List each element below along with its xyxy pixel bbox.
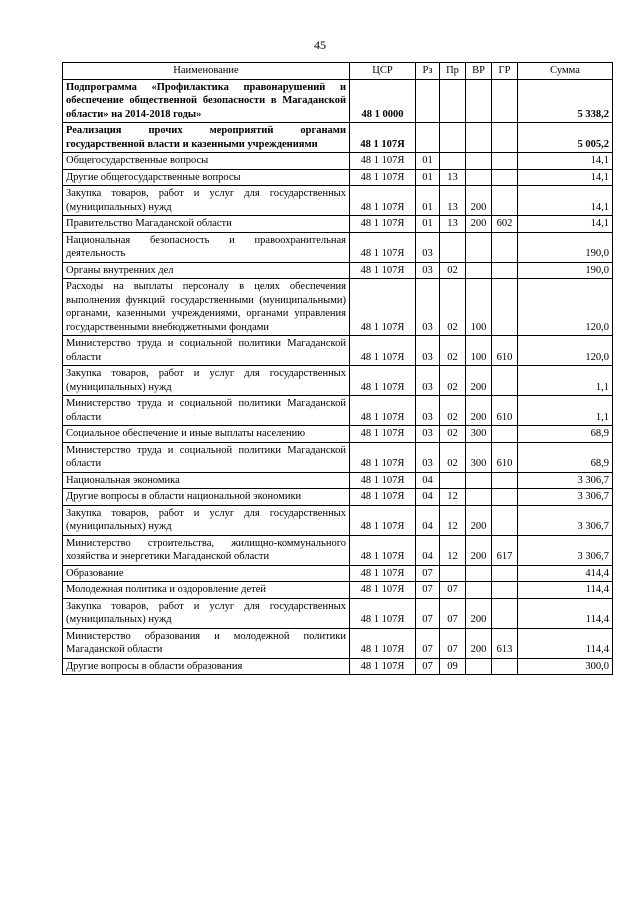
cell-csr: 48 1 107Я [350, 628, 416, 658]
table-row [63, 336, 613, 366]
cell-rz: 07 [416, 658, 440, 675]
table-row [63, 582, 613, 599]
header-row [63, 63, 613, 80]
cell-csr: 48 1 107Я [350, 582, 416, 599]
cell-csr: 48 1 107Я [350, 658, 416, 675]
cell-rz: 07 [416, 565, 440, 582]
cell-pr: 07 [440, 628, 466, 658]
cell-vr [466, 489, 492, 506]
cell-rz [416, 123, 440, 153]
cell-rz: 03 [416, 232, 440, 262]
cell-name: Министерство строительства, жилищно-коммунального хозяйства и энергетики Магаданской области [63, 535, 350, 565]
cell-gr [492, 366, 518, 396]
table-row [63, 79, 613, 123]
cell-name: Закупка товаров, работ и услуг для государственных (муниципальных) нужд [63, 505, 350, 535]
cell-csr: 48 1 107Я [350, 396, 416, 426]
cell-name: Другие вопросы в области образования [63, 658, 350, 675]
cell-gr [492, 262, 518, 279]
cell-rz: 03 [416, 426, 440, 443]
cell-gr [492, 232, 518, 262]
cell-csr: 48 1 107Я [350, 186, 416, 216]
cell-vr: 200 [466, 535, 492, 565]
cell-sum: 14,1 [518, 186, 613, 216]
cell-csr: 48 1 107Я [350, 535, 416, 565]
cell-sum: 14,1 [518, 153, 613, 170]
cell-pr: 09 [440, 658, 466, 675]
table-row [63, 279, 613, 336]
cell-vr: 300 [466, 426, 492, 443]
table-row [63, 426, 613, 443]
cell-gr: 602 [492, 216, 518, 233]
cell-sum: 14,1 [518, 216, 613, 233]
cell-vr: 100 [466, 279, 492, 336]
cell-name: Закупка товаров, работ и услуг для государственных (муниципальных) нужд [63, 366, 350, 396]
cell-name: Закупка товаров, работ и услуг для государственных (муниципальных) нужд [63, 186, 350, 216]
page-number: 45 [314, 38, 326, 52]
table-row [63, 366, 613, 396]
cell-sum: 114,4 [518, 628, 613, 658]
cell-name: Министерство труда и социальной политики Магаданской области [63, 442, 350, 472]
cell-pr [440, 79, 466, 123]
cell-pr: 12 [440, 535, 466, 565]
cell-vr: 300 [466, 442, 492, 472]
cell-gr [492, 489, 518, 506]
cell-sum: 68,9 [518, 426, 613, 443]
cell-rz: 01 [416, 216, 440, 233]
cell-csr: 48 1 107Я [350, 336, 416, 366]
cell-name: Другие общегосударственные вопросы [63, 169, 350, 186]
cell-pr: 13 [440, 169, 466, 186]
cell-sum: 1,1 [518, 396, 613, 426]
cell-gr [492, 598, 518, 628]
cell-rz: 03 [416, 279, 440, 336]
cell-name: Министерство образования и молодежной политики Магаданской области [63, 628, 350, 658]
cell-vr [466, 565, 492, 582]
cell-rz: 01 [416, 186, 440, 216]
cell-vr [466, 658, 492, 675]
table-row [63, 505, 613, 535]
table-row [63, 186, 613, 216]
header-gr: ГР [492, 63, 518, 80]
cell-vr [466, 169, 492, 186]
cell-pr: 12 [440, 505, 466, 535]
cell-csr: 48 1 107Я [350, 565, 416, 582]
cell-vr [466, 472, 492, 489]
cell-csr: 48 1 107Я [350, 366, 416, 396]
cell-vr: 100 [466, 336, 492, 366]
cell-rz: 03 [416, 442, 440, 472]
cell-pr: 02 [440, 396, 466, 426]
cell-rz: 07 [416, 598, 440, 628]
cell-name: Расходы на выплаты персоналу в целях обеспечения выполнения функций государственными (муниципальными) органами, казенными учреждениями, органами управления государственными внебюджетными фондами [63, 279, 350, 336]
header-sum: Сумма [518, 63, 613, 80]
cell-pr [440, 153, 466, 170]
cell-pr: 13 [440, 186, 466, 216]
cell-gr [492, 186, 518, 216]
cell-sum: 190,0 [518, 232, 613, 262]
table-row [63, 658, 613, 675]
table-row [63, 262, 613, 279]
table-body [63, 79, 613, 675]
cell-name: Министерство труда и социальной политики Магаданской области [63, 396, 350, 426]
cell-sum: 1,1 [518, 366, 613, 396]
cell-csr: 48 1 107Я [350, 505, 416, 535]
cell-gr [492, 582, 518, 599]
cell-gr [492, 658, 518, 675]
cell-rz: 03 [416, 262, 440, 279]
cell-sum: 120,0 [518, 279, 613, 336]
cell-rz: 01 [416, 169, 440, 186]
cell-vr: 200 [466, 628, 492, 658]
cell-sum: 190,0 [518, 262, 613, 279]
cell-vr [466, 232, 492, 262]
cell-pr [440, 232, 466, 262]
table-row [63, 472, 613, 489]
cell-pr: 02 [440, 366, 466, 396]
cell-gr [492, 279, 518, 336]
cell-csr: 48 1 107Я [350, 489, 416, 506]
table-row [63, 396, 613, 426]
cell-name: Подпрограмма «Профилактика правонарушений и обеспечение общественной безопасности в Магаданской области» на 2014-2018 годы» [63, 79, 350, 123]
cell-rz: 04 [416, 535, 440, 565]
cell-gr: 610 [492, 442, 518, 472]
cell-sum: 5 338,2 [518, 79, 613, 123]
cell-name: Молодежная политика и оздоровление детей [63, 582, 350, 599]
cell-rz: 07 [416, 582, 440, 599]
cell-rz [416, 79, 440, 123]
cell-gr [492, 79, 518, 123]
cell-pr: 07 [440, 598, 466, 628]
cell-vr [466, 262, 492, 279]
cell-rz: 04 [416, 489, 440, 506]
cell-csr: 48 1 107Я [350, 598, 416, 628]
cell-gr [492, 123, 518, 153]
cell-gr: 610 [492, 336, 518, 366]
cell-sum: 3 306,7 [518, 489, 613, 506]
cell-rz: 04 [416, 472, 440, 489]
cell-sum: 3 306,7 [518, 505, 613, 535]
cell-vr [466, 123, 492, 153]
table-row [63, 442, 613, 472]
cell-sum: 114,4 [518, 582, 613, 599]
cell-vr: 200 [466, 366, 492, 396]
header-vr: ВР [466, 63, 492, 80]
cell-vr: 200 [466, 396, 492, 426]
table-row [63, 169, 613, 186]
table-row [63, 232, 613, 262]
cell-rz: 03 [416, 396, 440, 426]
cell-sum: 5 005,2 [518, 123, 613, 153]
cell-name: Реализация прочих мероприятий органами государственной власти и казенными учреждениями [63, 123, 350, 153]
cell-name: Национальная безопасность и правоохранительная деятельность [63, 232, 350, 262]
cell-rz: 01 [416, 153, 440, 170]
cell-rz: 03 [416, 366, 440, 396]
cell-sum: 14,1 [518, 169, 613, 186]
header-name: Наименование [63, 63, 350, 80]
table-row [63, 565, 613, 582]
cell-pr: 02 [440, 426, 466, 443]
cell-csr: 48 1 107Я [350, 262, 416, 279]
header-pr: Пр [440, 63, 466, 80]
cell-name: Другие вопросы в области национальной экономики [63, 489, 350, 506]
cell-sum: 120,0 [518, 336, 613, 366]
cell-pr: 02 [440, 336, 466, 366]
cell-pr: 02 [440, 262, 466, 279]
cell-sum: 68,9 [518, 442, 613, 472]
cell-pr: 07 [440, 582, 466, 599]
cell-pr [440, 123, 466, 153]
cell-csr: 48 1 107Я [350, 169, 416, 186]
cell-name: Национальная экономика [63, 472, 350, 489]
cell-gr [492, 565, 518, 582]
cell-name: Министерство труда и социальной политики Магаданской области [63, 336, 350, 366]
table-row [63, 598, 613, 628]
cell-csr: 48 1 107Я [350, 123, 416, 153]
cell-sum: 3 306,7 [518, 535, 613, 565]
cell-rz: 07 [416, 628, 440, 658]
cell-gr [492, 472, 518, 489]
cell-pr: 13 [440, 216, 466, 233]
table-row [63, 216, 613, 233]
cell-sum: 300,0 [518, 658, 613, 675]
cell-gr [492, 153, 518, 170]
table-row [63, 153, 613, 170]
cell-gr: 610 [492, 396, 518, 426]
cell-csr: 48 1 107Я [350, 232, 416, 262]
cell-vr: 200 [466, 216, 492, 233]
cell-sum: 3 306,7 [518, 472, 613, 489]
cell-vr: 200 [466, 186, 492, 216]
cell-name: Социальное обеспечение и иные выплаты населению [63, 426, 350, 443]
cell-gr [492, 426, 518, 443]
cell-pr: 02 [440, 279, 466, 336]
cell-vr [466, 582, 492, 599]
table-row [63, 535, 613, 565]
header-rz: Рз [416, 63, 440, 80]
cell-csr: 48 1 107Я [350, 426, 416, 443]
cell-csr: 48 1 107Я [350, 442, 416, 472]
cell-pr: 02 [440, 442, 466, 472]
cell-pr [440, 565, 466, 582]
cell-name: Правительство Магаданской области [63, 216, 350, 233]
cell-name: Закупка товаров, работ и услуг для государственных (муниципальных) нужд [63, 598, 350, 628]
table-row [63, 123, 613, 153]
cell-sum: 114,4 [518, 598, 613, 628]
cell-csr: 48 1 107Я [350, 472, 416, 489]
cell-vr [466, 153, 492, 170]
cell-gr: 613 [492, 628, 518, 658]
cell-vr: 200 [466, 598, 492, 628]
cell-csr: 48 1 107Я [350, 216, 416, 233]
table-row [63, 628, 613, 658]
cell-name: Органы внутренних дел [63, 262, 350, 279]
cell-sum: 414,4 [518, 565, 613, 582]
cell-vr [466, 79, 492, 123]
cell-gr [492, 169, 518, 186]
cell-csr: 48 1 107Я [350, 279, 416, 336]
cell-vr: 200 [466, 505, 492, 535]
cell-gr [492, 505, 518, 535]
cell-pr: 12 [440, 489, 466, 506]
cell-rz: 03 [416, 336, 440, 366]
budget-table [62, 62, 613, 675]
cell-rz: 04 [416, 505, 440, 535]
cell-gr: 617 [492, 535, 518, 565]
cell-csr: 48 1 0000 [350, 79, 416, 123]
header-csr: ЦСР [350, 63, 416, 80]
table-row [63, 489, 613, 506]
cell-name: Образование [63, 565, 350, 582]
cell-pr [440, 472, 466, 489]
cell-csr: 48 1 107Я [350, 153, 416, 170]
cell-name: Общегосударственные вопросы [63, 153, 350, 170]
